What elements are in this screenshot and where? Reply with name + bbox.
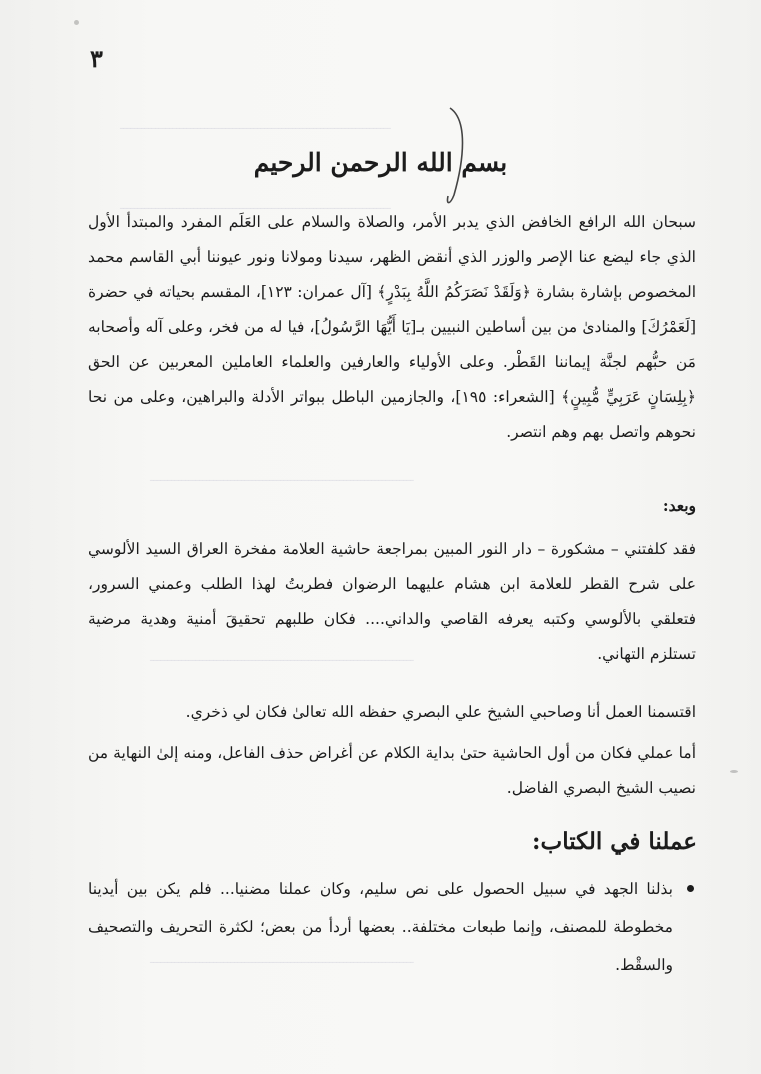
bleed-through-text: ـــــــــــــــــــــــــــــــــــــــــــــــــــــــــــــــــــــــــــــ [120,198,391,212]
intro-paragraph: سبحان الله الرافع الخافض الذي يدبر الأمر، والصلاة والسلام على العَلَم المفرد والمبتدأ الأول الذي جاء ليضع عنا الإصر والوزر الذي أنقض الظهر، سيدنا ومولانا ونور عيوننا أبي القاسم محمد المخصوص بإشارة بشارة ﴿وَلَقَدْ نَصَرَكُمُ اللَّهُ بِبَدْرٍ﴾ [آل عمران: ١٢٣]، المقسم بحياته في حضرة [لَعَمْرُكَ] والمنادىٰ من بين أساطين النبيين بـ[يَا أَيُّهَا الرَّسُولُ]، فيا له من فخر، وعلى آله وأصحابه مَن حبُّهم لجنَّة إيماننا القَطْر. وعلى الأولياء والعارفين والعلماء العاملين المعربين عن الحق ﴿بِلِسَانٍ عَرَبِيٍّ مُّبِينٍ﴾ [الشعراء: ١٩٥]، والجازمين الباطل ببواتر الأدلة والبراهين، وعلى من نحا نحوهم واتصل بهم وهم انتصر. [88,213,696,441]
body-paragraph-3: أما عملي فكان من أول الحاشية حتىٰ بداية الكلام عن أغراض حذف الفاعل، ومنه إلىٰ النهاية من نصيب الشيخ البصري الفاضل. [88,744,696,797]
page-number: ٣ [90,44,103,73]
body-paragraph-2: اقتسمنا العمل أنا وصاحبي الشيخ علي البصري حفظه الله تعالىٰ فكان لي ذخري. [185,703,696,721]
section-heading: عملنا في الكتاب: [532,828,697,855]
list-item: بذلنا الجهد في سبيل الحصول على نص سليم، وكان عملنا مضنيا... فلم يكن بين أيدينا مخطوطة للمصنف، وإنما طبعات مختلفة.. بعضها أردأ من بعض؛ لكثرة التحريف والتصحيف والسقْط. [88,880,673,974]
wabaad-label: وبعد: [662,496,696,515]
bleed-through-text: ـــــــــــــــــــــــــــــــــــــــــــــــــــــــــــــــــــــــــــ [150,952,414,966]
bullet-icon [687,885,694,892]
scan-speck [730,770,738,773]
bleed-through-text: ـــــــــــــــــــــــــــــــــــــــــــــــــــــــــــــــــــــــــــ [150,650,414,664]
scan-speck [74,20,79,25]
bleed-through-text: ـــــــــــــــــــــــــــــــــــــــــــــــــــــــــــــــــــــــــــــ [120,118,391,132]
bleed-through-text: ـــــــــــــــــــــــــــــــــــــــــــــــــــــــــــــــــــــــــــ [150,470,414,484]
body-paragraph-1: فقد كلفتني – مشكورة – دار النور المبين بمراجعة حاشية العلامة مفخرة العراق السيد الألوسي على شرح القطر للعلامة ابن هشام عليهما الرضوان فطربتُ لهذا الطلب وعمني السرور، فتعلقي بالألوسي وكتبه يعرفه القاصي والداني.... فكان طلبهم تحقيقَ أمنية وهدية مرضية تستلزم التهاني. [88,540,696,663]
basmala-heading: بسم الله الرحمن الرحيم [253,148,508,177]
